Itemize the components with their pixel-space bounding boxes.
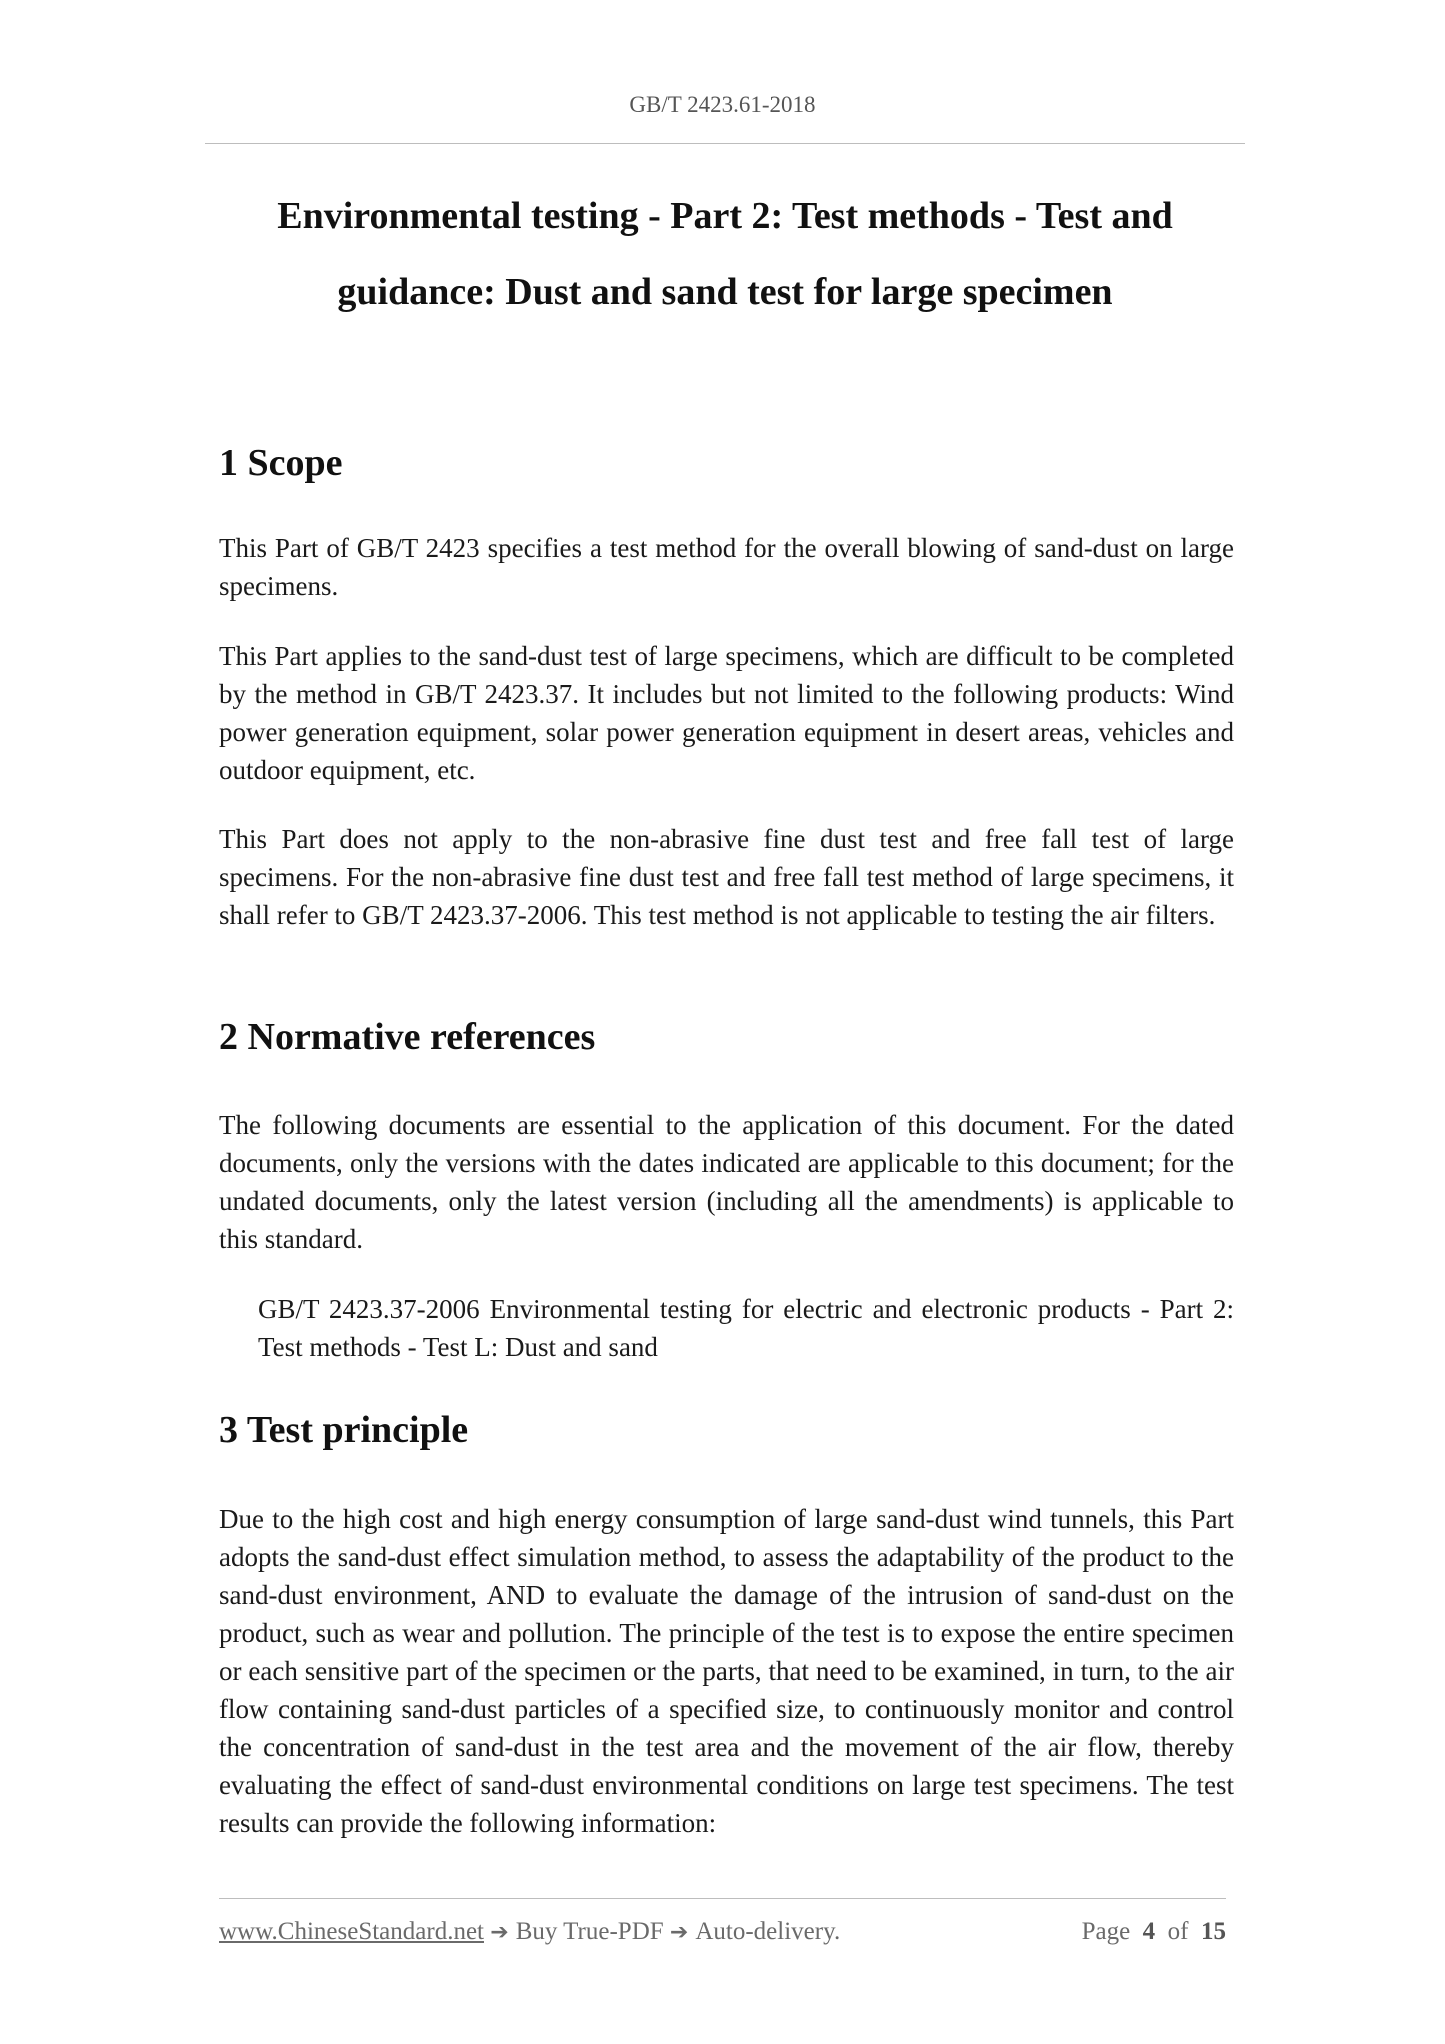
auto-delivery-text: Auto-delivery.	[695, 1918, 841, 1945]
section-heading-test-principle: 3 Test principle	[219, 1409, 469, 1451]
scope-paragraph-1: This Part of GB/T 2423 specifies a test method for the overall blowing of sand-dust on large specimens.	[219, 533, 1234, 601]
page-current: 4	[1142, 1918, 1156, 1945]
footer-promo	[219, 1918, 840, 1946]
header-divider	[205, 143, 1245, 144]
document-title	[205, 178, 1245, 330]
scope-paragraph-2: This Part applies to the sand-dust test of large specimens, which are difficult to be completed by the method in GB/T 2423.37. It includes but not limited to the following products: Wind power generation equipment, solar power generation equipment in desert areas, vehicles and outdoor equipment, etc.	[219, 641, 1234, 785]
page-label: Page	[1081, 1918, 1131, 1945]
page-indicator	[1082, 1918, 1226, 1946]
footer-divider	[219, 1898, 1226, 1899]
scope-paragraph-3: This Part does not apply to the non-abrasive fine dust test and free fall test of large specimens. For the non-abrasive fine dust test and free fall test method of large specimens, it shall refer to GB/T 2423.37-2006. This test method is not applicable to testing the air filters.	[219, 824, 1234, 930]
website-link[interactable]: www.ChineseStandard.net	[219, 1918, 484, 1945]
normative-paragraph-1: The following documents are essential to the application of this document. For the dated documents, only the versions with the dates indicated are applicable to this document; for the undated documents, only the latest version (including all the amendments) is applicable to this standard.	[219, 1110, 1234, 1254]
section-heading-scope: 1 Scope	[219, 442, 343, 484]
page-total: 15	[1201, 1918, 1226, 1945]
test-principle-paragraph: Due to the high cost and high energy consumption of large sand-dust wind tunnels, this Part adopts the sand-dust effect simulation method, to assess the adaptability of the product to the sand-dust environment, AND to evaluate the damage of the intrusion of sand-dust on the product, such as wear and pollution. The principle of the test is to expose the entire specimen or each sensitive part of the specimen or the parts, that need to be examined, in turn, to the air flow containing sand-dust particles of a specified size, to continuously monitor and control the concentration of sand-dust in the test area and the movement of the air flow, thereby evaluating the effect of sand-dust environmental conditions on large test specimens. The test results can provide the following information:	[219, 1504, 1234, 1838]
page-of-label: of	[1167, 1918, 1189, 1945]
title-line-1: Environmental testing - Part 2: Test methods - Test and	[277, 195, 1173, 237]
section-heading-normative-references: 2 Normative references	[219, 1016, 596, 1058]
right-arrow-icon: ➔	[669, 1920, 696, 1945]
right-arrow-icon: ➔	[490, 1920, 516, 1945]
normative-reference-item: GB/T 2423.37-2006 Environmental testing for electric and electronic products - Part 2: Test methods - Test L: Dust and sand	[258, 1294, 1234, 1362]
title-line-2: guidance: Dust and sand test for large specimen	[337, 271, 1113, 313]
document-number-header: GB/T 2423.61-2018	[629, 92, 816, 117]
buy-true-pdf-text: Buy True-PDF	[515, 1918, 664, 1945]
